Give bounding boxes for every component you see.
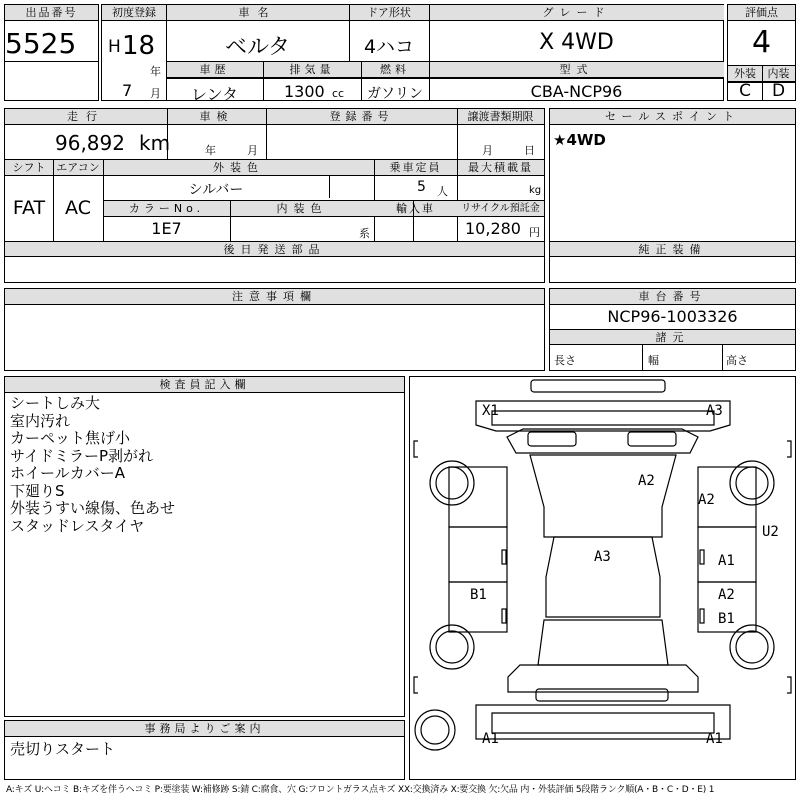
lot-box [4, 4, 99, 101]
car-name-value: ベルタ [224, 35, 291, 60]
first-reg-label: 初度登録 [112, 6, 156, 19]
transfer-doc-label: 譲渡書類期限 [467, 110, 534, 123]
first-reg-year-unit: 年 [150, 65, 161, 78]
transfer-month-unit: 月 [482, 144, 493, 157]
inspector-note: スタッドレスタイヤ [10, 516, 145, 535]
damage-mark-b1-rear-door-left: B1 [470, 587, 487, 603]
fuel-label: 燃料 [380, 63, 410, 76]
color-no-label: カラーNo. [128, 202, 205, 215]
inspector-note: 外装うすい線傷、色あせ [10, 499, 176, 517]
sales-point-label: セールスポイント [550, 109, 795, 125]
grade-label: グレード [542, 6, 611, 19]
main-info-box [101, 4, 724, 104]
damage-mark-a3-front-right: A3 [706, 403, 723, 419]
fuel-value: ガソリン [367, 86, 423, 102]
specs-height: 高さ [726, 354, 748, 367]
score-label: 評価点 [728, 5, 795, 21]
displacement-unit: cc [332, 87, 345, 100]
mileage-value: 96,892 [55, 131, 125, 155]
specs-label: 諸元 [550, 330, 795, 345]
first-reg-month: 7 [122, 81, 133, 100]
grade-value: X 4WD [539, 30, 614, 55]
office-label: 事務局よりご案内 [5, 721, 404, 737]
car-name-label: 車名 [238, 6, 277, 19]
office-value: 売切りスタート [10, 740, 116, 758]
sales-point-value: ★4WD [553, 131, 606, 149]
inspector-note: ホイールカバーA [10, 464, 125, 482]
inspection-month-unit: 月 [247, 144, 258, 157]
damage-mark-a3-roof: A3 [594, 549, 611, 565]
lot-number: 5525 [5, 27, 77, 60]
damage-mark-u2-right-side: U2 [762, 524, 779, 540]
displacement-value: 1300 [284, 82, 325, 101]
exterior-color-value: シルバー [188, 182, 244, 198]
inspection-label: 車検 [199, 110, 234, 123]
chassis-value: NCP96-1003326 [607, 307, 738, 326]
interior-color-unit: 系 [359, 227, 370, 240]
lot-label: 出品番号 [5, 5, 98, 21]
caution-box [4, 288, 545, 371]
office-box [4, 720, 405, 780]
exterior-score-label: 外装 [734, 67, 756, 80]
color-no-value: 1E7 [151, 219, 182, 238]
exterior-color-label: 外装色 [213, 161, 264, 174]
transfer-day-unit: 日 [524, 144, 535, 157]
max-load-label: 最大積載量 [468, 161, 533, 174]
exterior-score-value: C [739, 81, 751, 101]
history-label: 車歴 [199, 63, 230, 76]
damage-legend: A:キズ U:ヘコミ B:キズを伴うヘコミ P:要塗装 W:補修跡 S:錆 C:腐食、穴 G:フロントガラス点キズ XX:交換済み X:要交換 欠:欠品 内・外装評価 5段階ランク順(A・B・C・D・E) 1 [6, 785, 715, 795]
chassis-box [549, 288, 796, 371]
caution-label: 注意事項欄 [5, 289, 544, 305]
max-load-unit: kg [529, 185, 542, 196]
door-value: 4ハコ [363, 36, 415, 58]
damage-mark-b1-rear-fender-right: B1 [718, 611, 735, 627]
inspector-label: 検査員記入欄 [5, 377, 404, 393]
score-box [727, 4, 796, 101]
inspector-note: カーペット焦げ小 [10, 429, 131, 447]
inspection-year-unit: 年 [205, 144, 216, 157]
interior-color-label: 内装色 [276, 202, 328, 215]
first-reg-year: 18 [122, 31, 156, 61]
recycle-label: リサイクル預託金 [461, 203, 540, 214]
chassis-label: 車台番号 [550, 289, 795, 305]
capacity-value: 5 [417, 179, 426, 195]
recycle-value: 10,280 [465, 219, 521, 238]
capacity-label: 乗車定員 [389, 161, 442, 174]
shift-label: シフト [12, 161, 46, 174]
mileage-unit: km [139, 131, 171, 155]
mileage-label: 走行 [67, 110, 105, 123]
damage-mark-a2-front-fender-right: A2 [698, 492, 715, 508]
damage-mark-a1-rear-left: A1 [482, 731, 499, 747]
inspector-note: 下廻りS [10, 481, 65, 500]
genuine-label: 純正装備 [550, 242, 795, 257]
damage-mark-x1-front-left: X1 [482, 403, 499, 419]
inspector-box [4, 376, 405, 717]
model-value: CBA-NCP96 [530, 82, 623, 101]
inspector-note: シートしみ大 [10, 394, 101, 412]
first-reg-era: H [108, 37, 121, 57]
model-label: 型式 [559, 63, 594, 76]
aircon-label: エアコン [56, 161, 100, 174]
reg-number-label: 登録番号 [329, 110, 394, 123]
capacity-unit: 人 [437, 185, 448, 198]
damage-mark-a1-rear-right: A1 [706, 731, 723, 747]
first-reg-month-unit: 月 [150, 87, 161, 100]
import-label: 輸入車 [396, 202, 435, 215]
displacement-label: 排気量 [289, 63, 335, 76]
shift-value: FAT [12, 197, 46, 219]
later-parts-label: 後日発送部品 [5, 242, 544, 257]
car-diagram [409, 376, 796, 780]
history-value: レンタ [191, 85, 238, 104]
interior-score-value: D [771, 81, 786, 101]
inspector-note: 室内汚れ [10, 411, 71, 430]
specs-length: 長さ [554, 354, 576, 367]
specs-width: 幅 [648, 354, 659, 367]
damage-mark-a2-rear-door-right: A2 [718, 587, 735, 603]
details-box [4, 108, 545, 283]
door-label: ドア形状 [367, 6, 411, 19]
recycle-unit: 円 [529, 226, 540, 239]
damage-mark-a1-front-door-right: A1 [718, 553, 735, 569]
interior-score-label: 内装 [767, 67, 790, 80]
inspector-note: サイドミラーP剥がれ [10, 446, 153, 465]
damage-mark-a2-hood: A2 [638, 473, 655, 489]
sales-point-box [549, 108, 796, 283]
aircon-value: AC [65, 197, 91, 219]
score-value: 4 [751, 25, 772, 60]
